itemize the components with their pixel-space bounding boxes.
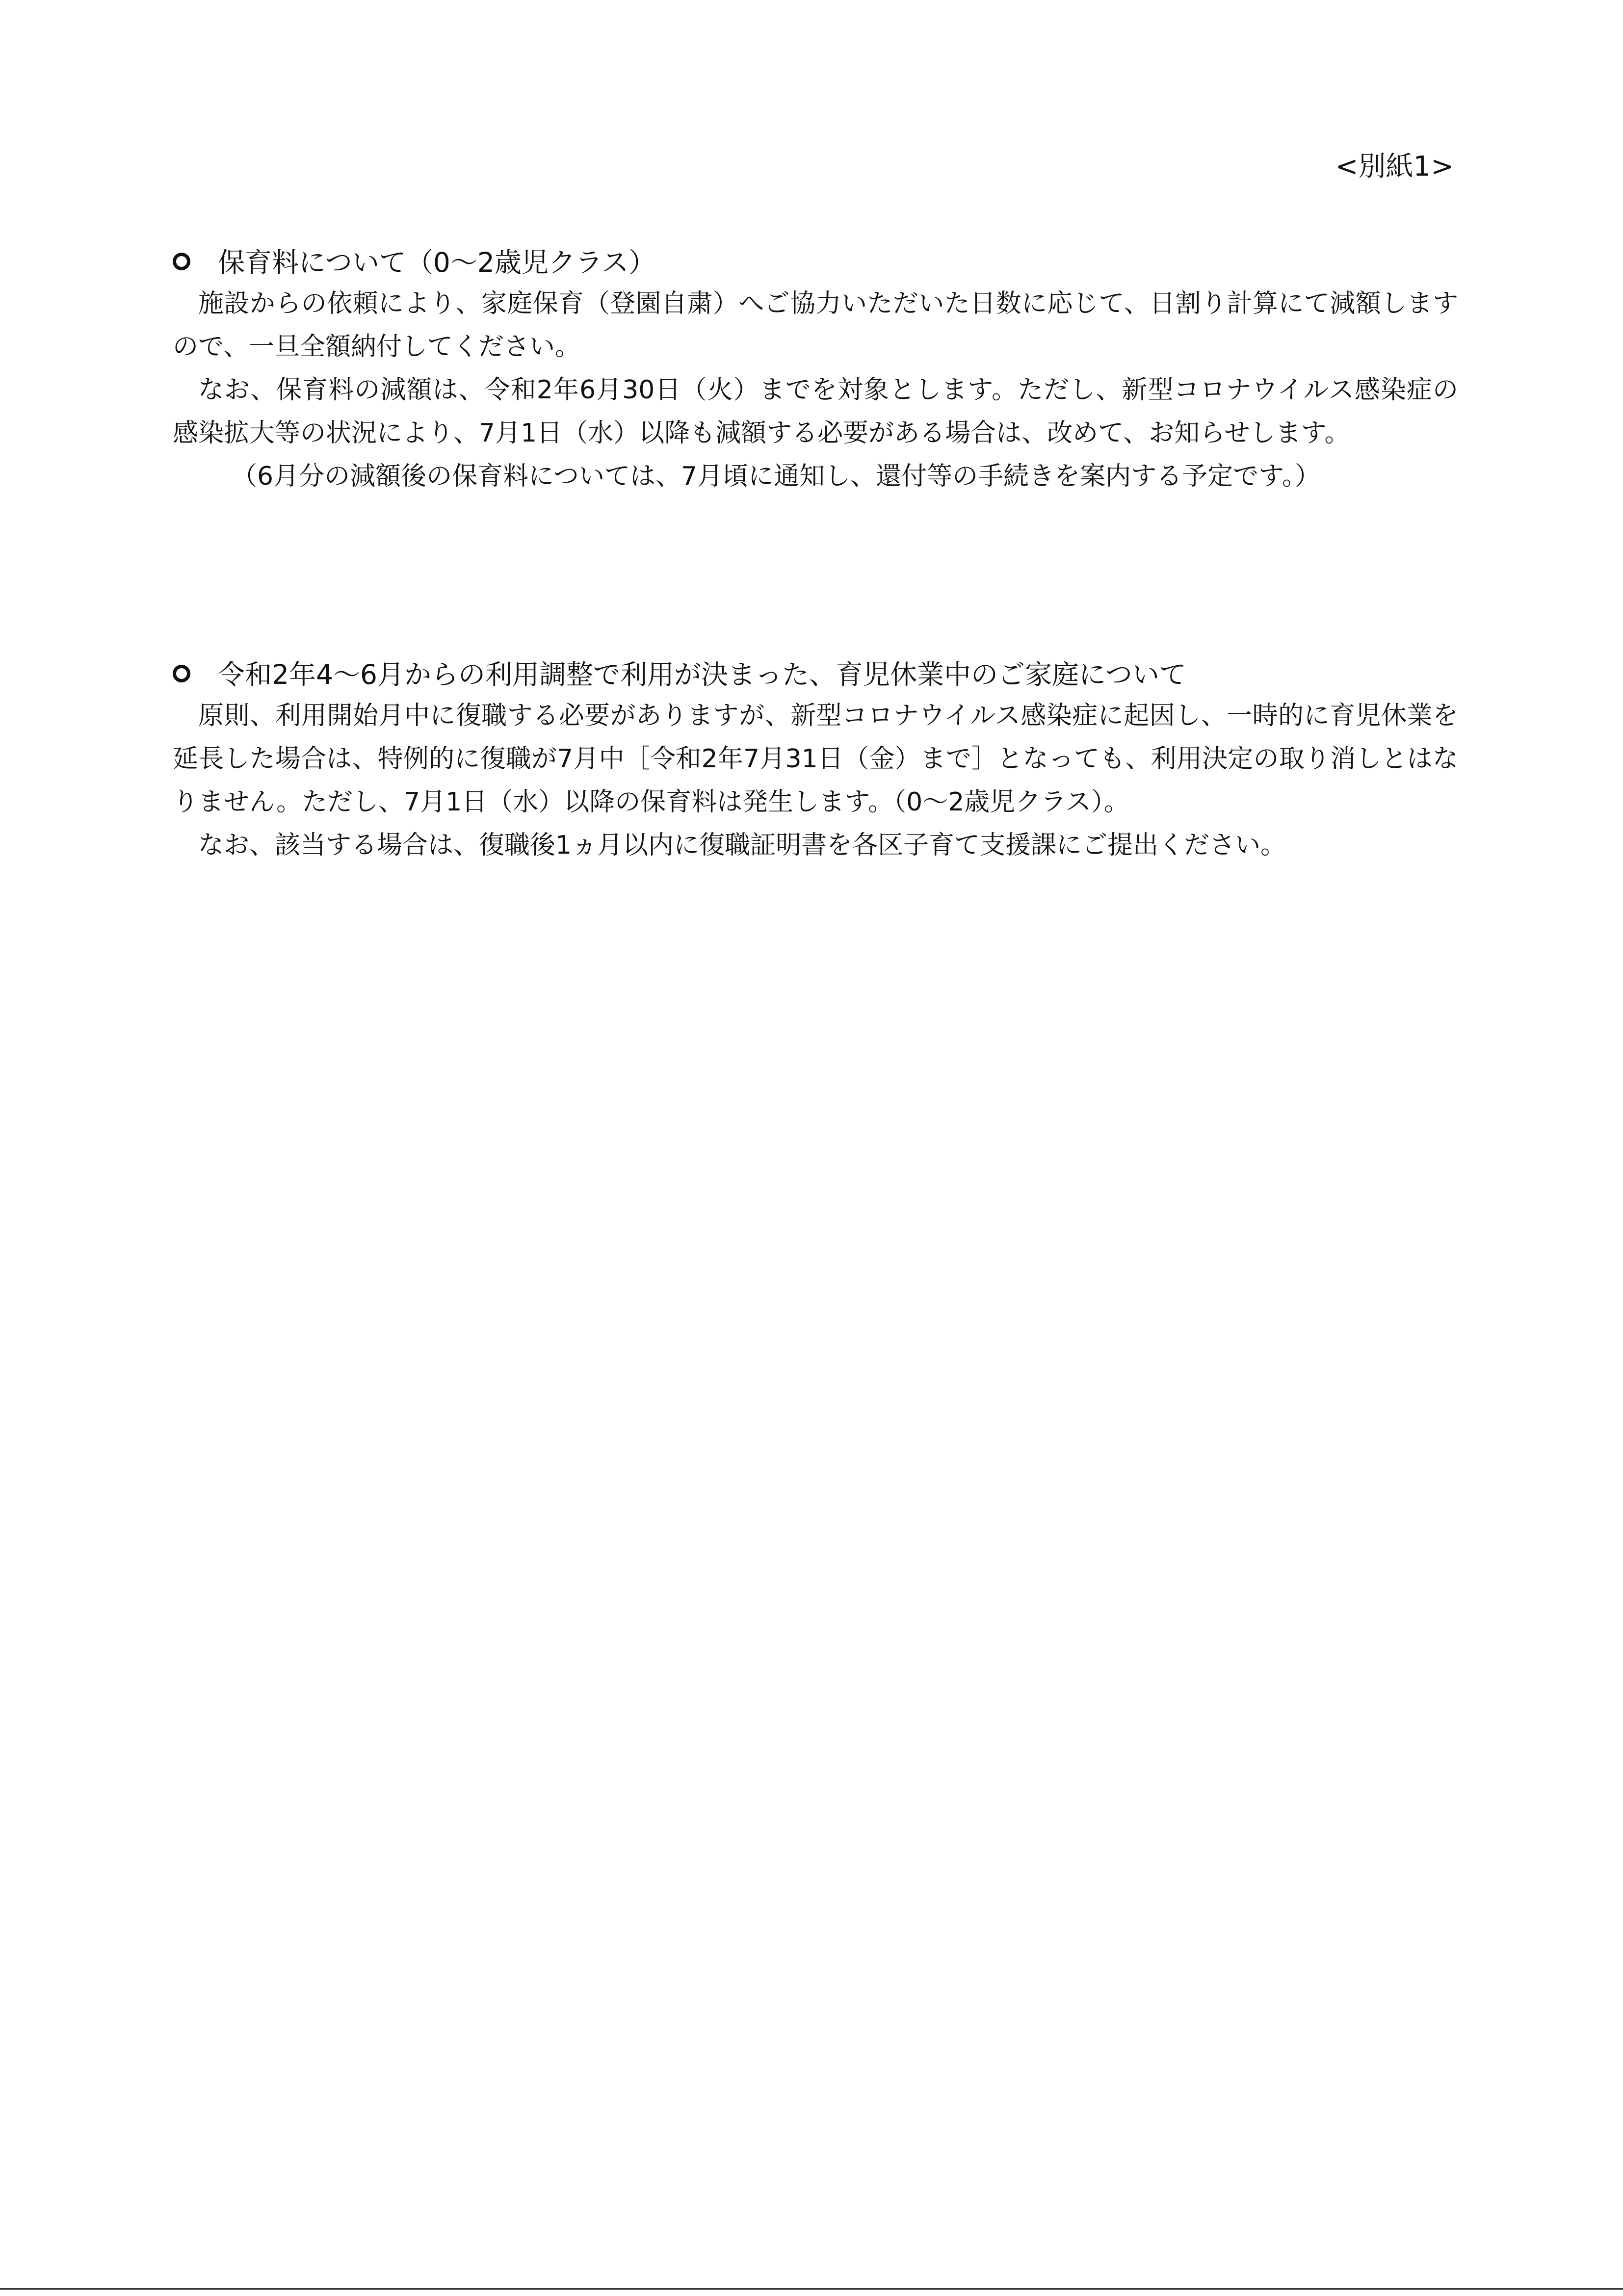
paragraph-reduction-period: なお、保育料の減額は、令和2年6月30日（火）までを対象とします。ただし、新型コロナウイルス感染症の感染拡大等の状況により、7月1日（水）以降も減額する必要がある場合は、改めて、お知らせします。 xyxy=(173,375,1458,448)
paragraph-refund-note: （6月分の減額後の保育料については、7月頃に通知し、還付等の手続きを案内する予定です。） xyxy=(232,462,1320,491)
paragraph-return-to-work: 原則、利用開始月中に復職する必要がありますが、新型コロナウイルス感染症に起因し、一時的に育児休業を延長した場合は、特例的に復職が7月中［令和2年7月31日（金）まで］となっても、利用決定の取り消しとはなりません。ただし、7月1日（水）以降の保育料は発生します。（0～2歳児クラス）。 xyxy=(173,701,1458,817)
bottom-scan-edge xyxy=(0,2288,1623,2290)
section-heading xyxy=(173,655,1458,694)
section-heading xyxy=(173,243,1458,282)
annex-label: <別紙1> xyxy=(1335,151,1454,183)
circle-bullet-icon xyxy=(173,665,190,682)
section-childcare-leave xyxy=(173,655,1458,867)
section-heading-text: 令和2年4～6月からの利用調整で利用が決まった、育児休業中のご家庭について xyxy=(218,659,1186,690)
section-heading-text: 保育料について（0～2歳児クラス） xyxy=(218,247,656,278)
section-childcare-fee xyxy=(173,243,1458,498)
circle-bullet-icon xyxy=(173,253,190,270)
paragraph-certificate-submission: なお、該当する場合は、復職後1ヵ月以内に復職証明書を各区子育て支援課にご提出ください。 xyxy=(198,831,1286,860)
paragraph-fee-reduction: 施設からの依頼により、家庭保育（登園自粛）へご協力いただいた日数に応じて、日割り計算にて減額しますので、一旦全額納付してください。 xyxy=(173,289,1458,362)
